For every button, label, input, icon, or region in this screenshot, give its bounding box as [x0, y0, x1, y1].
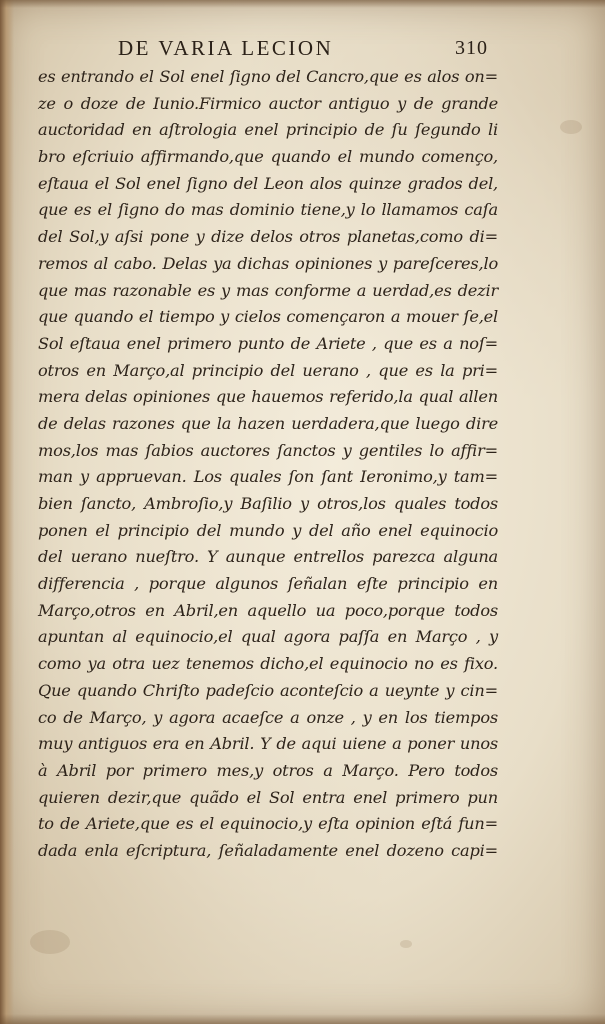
text-line: Que quando Chriſto padeſcio aconteſcio a ueynte y cin=: [38, 680, 498, 700]
text-line: to de Ariete,que es el equinocio,y eſta opinion eſtá fun=: [38, 814, 498, 834]
page-bottom-edge: [0, 1014, 605, 1024]
text-line: eſtaua el Sol enel ſigno del Leon alos quinze grados del,: [38, 173, 498, 193]
text-line: muy antiguos era en Abril. Y de aqui uiene a poner unos: [38, 734, 498, 754]
text-line: Março,otros en Abril,en aquello ua poco,porque todos: [38, 600, 498, 620]
text-line: mera delas opiniones que hauemos referido,la qual allen: [38, 387, 498, 407]
foxing-spot: [560, 120, 582, 134]
text-line: man y appruevan. Los quales ſon ſant Ieronimo,y tam=: [38, 467, 498, 487]
text-line: bien ſancto, Ambroſio,y Baſilio y otros,los quales todos: [38, 494, 498, 513]
body-text: [38, 64, 498, 865]
text-line: ponen el principio del mundo y del año enel equinocio: [38, 520, 498, 540]
text-line: remos al cabo. Delas ya dichas opiniones y pareſceres,lo: [38, 253, 498, 273]
text-line: ze o doze de Iunio.Firmico auctor antiguo y de grande: [38, 93, 498, 113]
text-line: bro eſcriuio affirmando,que quando el mundo començo,: [38, 147, 498, 167]
text-line: que quando el tiempo y cielos començaron a mouer ſe,el: [38, 307, 498, 327]
text-line: es entrando el Sol enel ſigno del Cancro,que es alos on=: [38, 67, 498, 86]
text-line: que mas razonable es y mas conforme a uerdad,es dezir: [38, 280, 498, 300]
running-title: DE VARIA LECION: [118, 36, 334, 60]
text-line: auctoridad en aſtrologia enel principio de ſu ſegundo li: [38, 120, 498, 140]
text-line: del Sol,y aſsi pone y dize delos otros planetas,como di=: [38, 227, 498, 247]
text-line: differencia , porque algunos ſeñalan eſte principio en: [38, 574, 498, 594]
running-head: [118, 36, 488, 64]
foxing-spot: [30, 930, 70, 954]
text-line: quieren dezir,que quãdo el Sol entra enel primero pun: [38, 787, 498, 807]
text-line: de delas razones que la hazen uerdadera,que luego dire: [38, 413, 498, 433]
text-line: del uerano nueſtro. Y aunque entrellos parezca alguna: [38, 547, 498, 567]
text-line: à Abril por primero mes,y otros a Março. Pero todos: [38, 760, 498, 780]
page-top-edge: [0, 0, 605, 8]
text-line: apuntan al equinocio,el qual agora paſſa en Março , y: [38, 627, 498, 647]
text-line: mos,los mas ſabios auctores ſanctos y gentiles lo affir=: [38, 440, 498, 460]
text-line: que es el ſigno do mas dominio tiene,y lo llamamos caſa: [38, 200, 498, 220]
text-line: Sol eſtaua enel primero punto de Ariete , que es a noſ=: [38, 333, 498, 353]
page-left-edge: [0, 0, 14, 1024]
text-line: dada enla eſcriptura, ſeñaladamente enel dozeno capi=: [38, 840, 498, 860]
text-line: otros en Março,al principio del uerano , que es la pri=: [38, 360, 498, 380]
foxing-spot: [400, 940, 412, 948]
text-line: como ya otra uez tenemos dicho,el equinocio no es fixo.: [38, 654, 498, 674]
page-number: 310: [455, 37, 488, 59]
text-line: co de Março, y agora acaeſce a onze , y en los tiempos: [38, 707, 498, 727]
